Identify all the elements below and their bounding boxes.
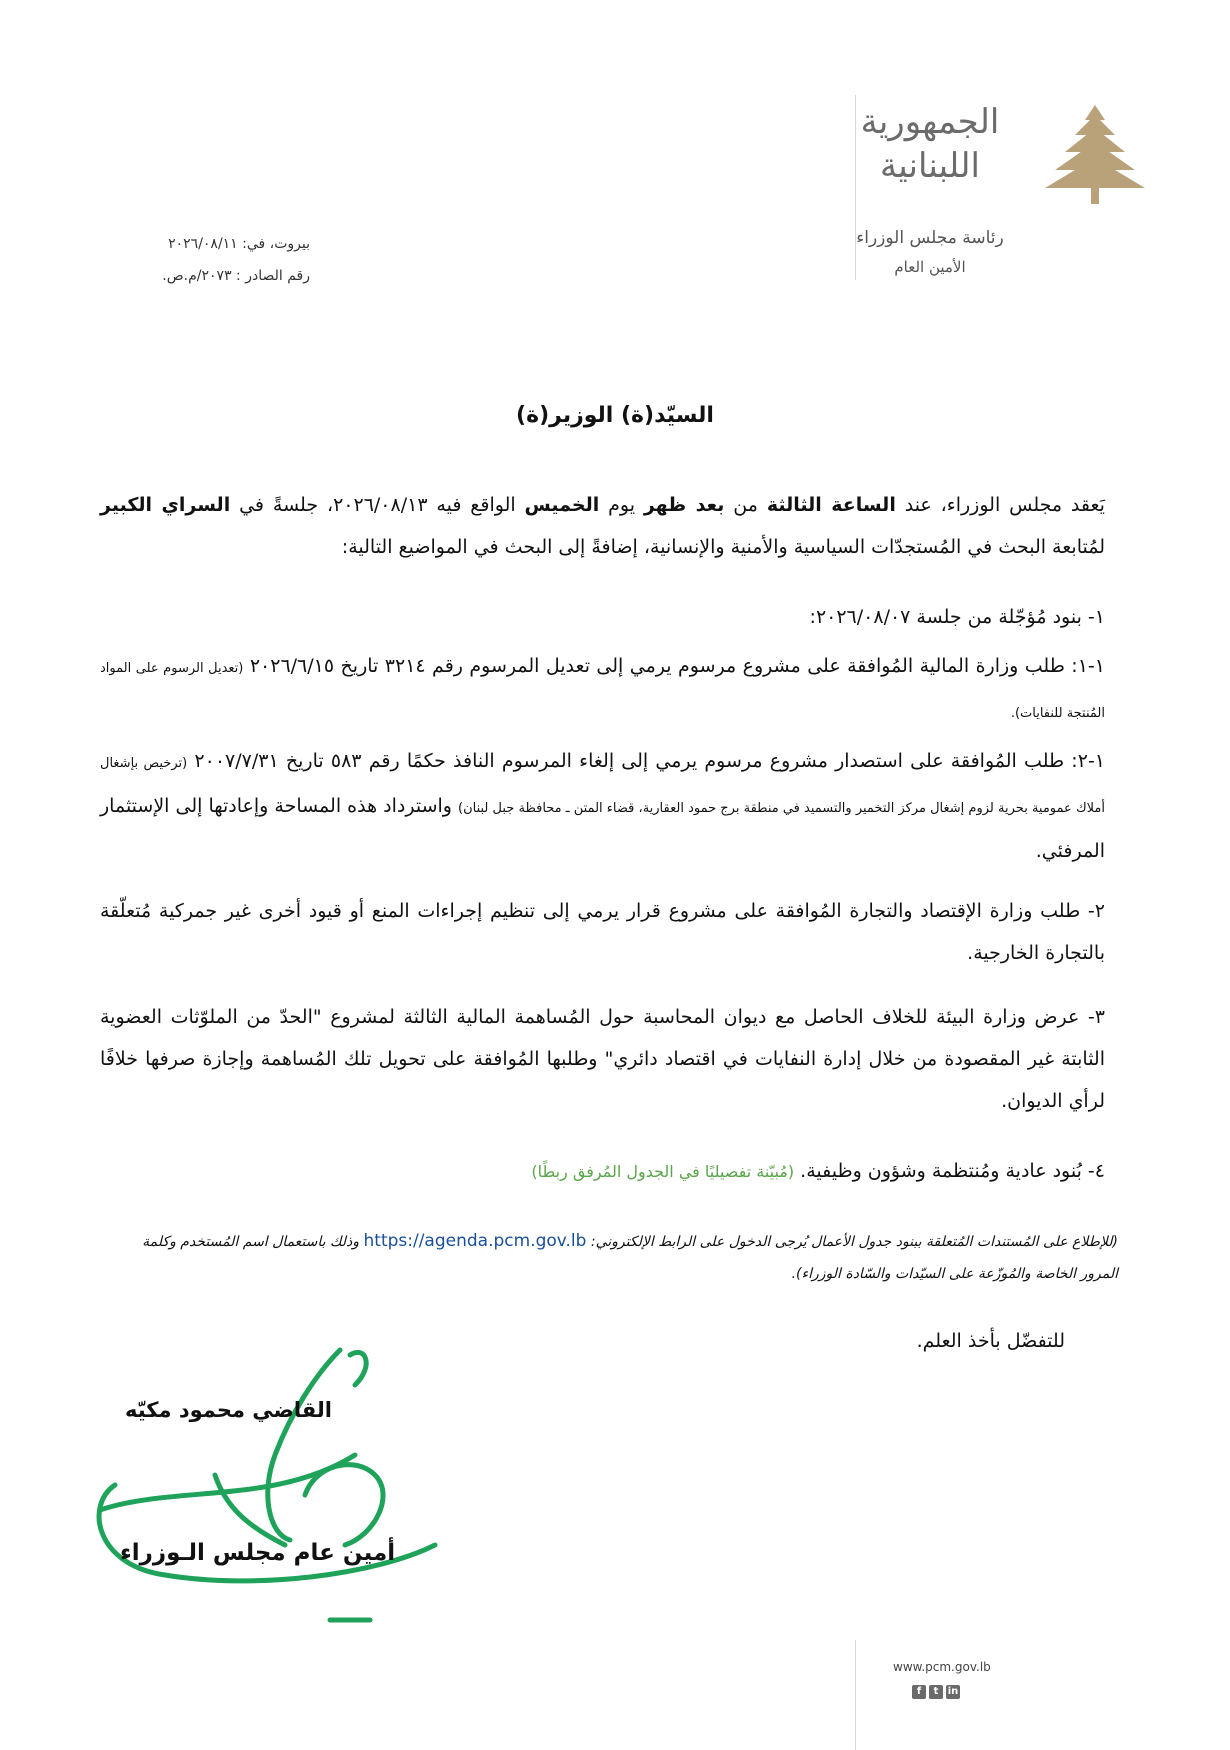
intro-paragraph [100,484,1105,568]
agenda-link[interactable]: https://agenda.pcm.gov.lb [363,1231,587,1251]
intro-text: يَعقد مجلس الوزراء، عند [895,494,1105,516]
emblem-line-1: الجمهورية [860,102,1000,142]
agenda-item-1-1-text: ١-١: طلب وزارة المالية المُوافقة على مشروع مرسوم يرمي إلى تعديل المرسوم رقم ٣٢١٤ تاريخ ٢٠٢٦/٦/١٥ [249,655,1105,677]
signer-title: أمين عام مجلس الـوزراء [120,1540,396,1566]
agenda-item-4-text: ٤- بُنود عادية ومُنتظمة وشؤون وظيفية. [794,1160,1105,1182]
intro-text: الواقع فيه ٢٠٢٦/٠٨/١٣، جلسةً في [230,494,525,516]
agenda-item-4 [100,1150,1105,1193]
handwritten-signature [75,1335,495,1635]
intro-bold-time: الساعة الثالثة [766,494,896,516]
access-note [108,1225,1118,1290]
agenda-item-3: ٣- عرض وزارة البيئة للخلاف الحاصل مع ديوان المحاسبة حول المُساهمة المالية الثالثة لمشروع "الحدّ من الملوّثات العضوية الثابتة غير المقصودة من خلال إدارة النفايات في اقتصاد دائري" وطلبها المُوافقة على تحويل تلك المُساهمة وإجازة صرفها خلافًا لرأي الديوان. [100,1006,1105,1112]
intro-text: لمُتابعة البحث في المُستجدّات السياسية والأمنية والإنسانية، إضافةً إلى البحث في المواضيع التالية: [341,536,1105,558]
agenda-item-1-2-text: ١-٢: طلب المُوافقة على استصدار مشروع مرسوم يرمي إلى إلغاء المرسوم النافذ حكمًا رقم ٥٨٣ تاريخ ٢٠٠٧/٧/٣١ [194,750,1106,772]
access-note-text: وذلك باستعمال اسم المُستخدم وكلمة المرور الخاصة والمُوزّعة على السيّدات والسّادة الوزراء). [142,1234,1118,1282]
agenda-item-1-2-note: (ترخيص بإشغال أملاك عمومية بحرية لزوم إشغال مركز التخمير والتسميد في منطقة برج حمود العقارية، قضاء المتن ـ محافظة جبل لبنان) [100,756,1105,816]
intro-bold-afternoon: بعد ظهر [643,494,725,516]
intro-bold-day: الخميس [524,494,600,516]
agenda-item-2: ٢- طلب وزارة الإقتصاد والتجارة المُوافقة على مشروع قرار يرمي إلى تنظيم إجراءات المنع أو قيود أخرى غير جمركية مُتعلّقة بالتجارة الخارجية. [100,900,1105,964]
intro-text: من [724,494,767,516]
agenda-item-1-1-note: (تعديل الرسوم على المواد المُنتجة للنفايات). [100,661,1105,721]
reference-number: رقم الصادر : ٢٠٧٣/م.ص. [162,268,310,284]
access-note-text: (للإطلاع على المُستندات المُتعلقة ببنود جدول الأعمال يُرجى الدخول على الرابط الإلكتروني: [586,1234,1118,1250]
facebook-icon[interactable]: f [912,1685,926,1699]
footer-divider [855,1640,856,1750]
date-line: بيروت، في: ٢٠٢٦/٠٨/١١ [168,236,310,252]
twitter-icon[interactable]: t [929,1685,943,1699]
agenda-item-1-1 [100,645,1105,735]
intro-bold-venue: السراي الكبير [100,494,231,516]
signer-name: القاضي محمود مكيّه [125,1398,332,1422]
salutation: السيّد(ة) الوزير(ة) [516,403,714,428]
cedar-emblem-icon [1040,100,1150,210]
agenda-item-4-note: (مُبيّنة تفصيليًا في الجدول المُرفق ربطًا) [531,1162,795,1181]
intro-text: يوم [599,494,644,516]
social-icons [912,1685,960,1699]
secretary-general-label: الأمين العام [894,258,966,276]
agenda-item-1-2-tail: واسترداد هذه المساحة وإعادتها إلى الإستثمار المرفئي. [100,795,1105,862]
republic-emblem-text [830,100,1030,188]
footer-website-link[interactable]: www.pcm.gov.lb [893,1660,991,1674]
agenda-item-1-2 [100,740,1105,872]
emblem-line-2: اللبنانية [880,146,980,186]
linkedin-icon[interactable]: in [947,1686,959,1697]
closing-line: للتفضّل بأخذ العلم. [916,1330,1065,1352]
agenda-item-1: ١- بنود مُؤجّلة من جلسة ٢٠٢٦/٠٨/٠٧: [809,606,1105,628]
presidency-label: رئاسة مجلس الوزراء [856,228,1004,248]
